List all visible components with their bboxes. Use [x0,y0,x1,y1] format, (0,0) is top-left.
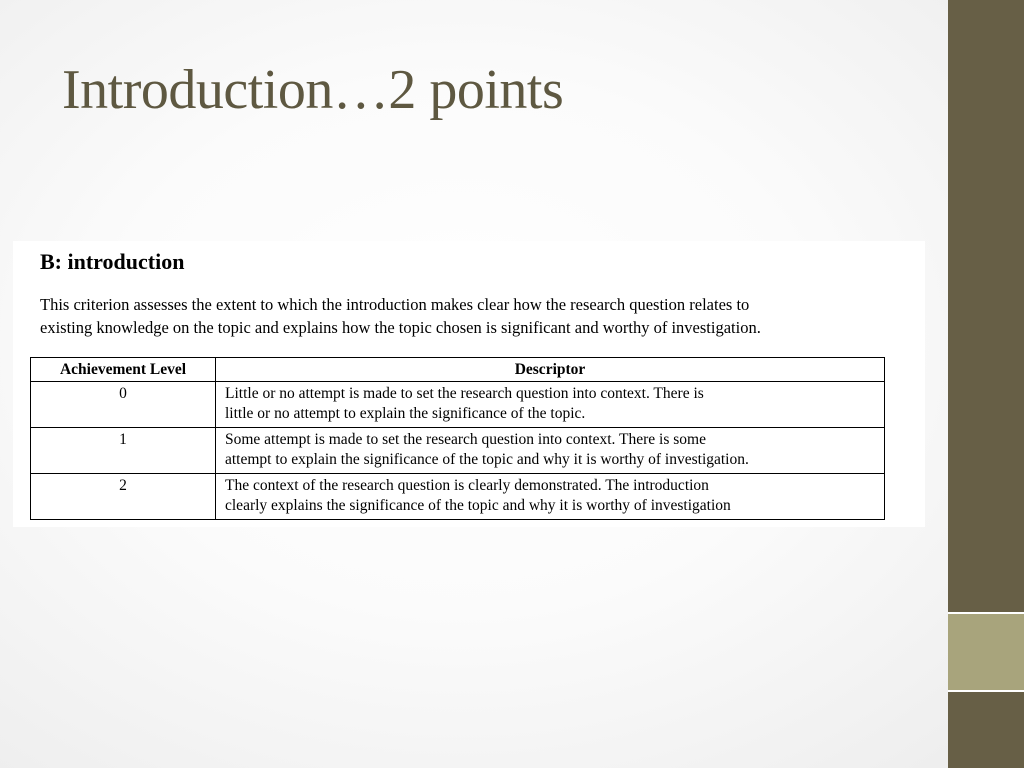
table-header-row [31,358,885,382]
descriptor-cell [216,428,885,474]
descriptor-line: Little or no attempt is made to set the research question into context. There is [225,385,704,402]
rubric-document-image [13,241,925,527]
level-cell: 2 [31,474,216,520]
table-row [31,382,885,428]
rubric-table [30,357,885,520]
descriptor-cell [216,474,885,520]
rubric-heading: B: introduction [40,249,185,274]
description-line: existing knowledge on the topic and explains how the topic chosen is significant and worthy of investigation. [40,318,761,337]
level-cell: 0 [31,382,216,428]
descriptor-line: The context of the research question is clearly demonstrated. The introduction [225,477,709,494]
descriptor-line: attempt to explain the significance of the topic and why it is worthy of investigation. [225,451,749,468]
sidebar-divider-bottom [948,690,1024,692]
descriptor-cell [216,382,885,428]
sidebar-accent-block [948,614,1024,690]
header-descriptor: Descriptor [216,358,885,382]
slide-title: Introduction…2 points [62,59,564,121]
table-row [31,474,885,520]
table-row [31,428,885,474]
description-line: This criterion assesses the extent to which the introduction makes clear how the research question relates to [40,295,750,314]
descriptor-line: clearly explains the significance of the topic and why it is worthy of investigation [225,497,731,514]
header-achievement-level: Achievement Level [31,358,216,382]
descriptor-line: Some attempt is made to set the research question into context. There is some [225,431,706,448]
rubric-description [40,293,920,339]
level-cell: 1 [31,428,216,474]
descriptor-line: little or no attempt to explain the significance of the topic. [225,405,586,422]
